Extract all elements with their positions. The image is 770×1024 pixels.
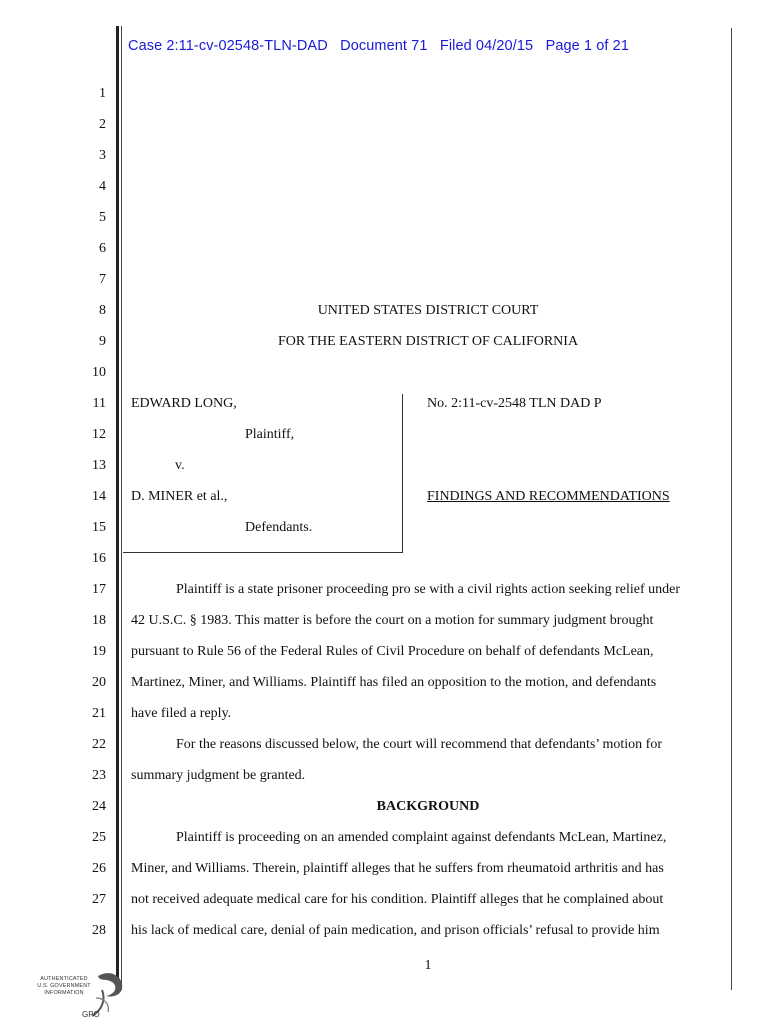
page-number: 1	[424, 958, 432, 973]
line-number: 24	[92, 799, 106, 814]
body-line: Plaintiff is proceeding on an amended complaint against defendants McLean, Martinez,	[176, 830, 667, 845]
line-number: 14	[92, 489, 106, 504]
line-number: 10	[92, 365, 106, 380]
line-number: 2	[99, 117, 106, 132]
body-line: summary judgment be granted.	[131, 768, 306, 783]
section-heading: BACKGROUND	[376, 799, 480, 814]
line-number: 11	[92, 396, 106, 411]
body-line: Plaintiff is a state prisoner proceeding pro se with a civil rights action seeking relief under	[176, 582, 680, 597]
court-district: FOR THE EASTERN DISTRICT OF CALIFORNIA	[277, 334, 579, 349]
body-line: have filed a reply.	[131, 706, 232, 721]
left-margin-rule	[116, 26, 119, 990]
gpo-label-line3: INFORMATION	[44, 990, 84, 996]
caption-divider-vertical	[402, 394, 403, 552]
line-number: 25	[92, 830, 106, 845]
left-margin-rule-inner	[121, 26, 122, 990]
caption-divider-horizontal	[123, 552, 403, 553]
court-name: UNITED STATES DISTRICT COURT	[317, 303, 539, 318]
gpo-label-line1: AUTHENTICATED	[40, 976, 88, 982]
body-line: Miner, and Williams. Therein, plaintiff alleges that he suffers from rheumatoid arthritis and has	[131, 861, 664, 876]
line-number: 27	[92, 892, 106, 907]
line-number: 17	[92, 582, 106, 597]
line-number: 6	[99, 241, 106, 256]
line-number: 21	[92, 706, 106, 721]
gpo-mark: GPO	[82, 1010, 100, 1019]
line-number: 18	[92, 613, 106, 628]
line-number: 5	[99, 210, 106, 225]
case-number: No. 2:11-cv-2548 TLN DAD P	[427, 396, 602, 411]
body-line: his lack of medical care, denial of pain medication, and prison officials’ refusal to provide him	[131, 923, 660, 938]
line-number: 16	[92, 551, 106, 566]
right-margin-rule	[731, 28, 732, 990]
line-number: 12	[92, 427, 106, 442]
body-line: 42 U.S.C. § 1983. This matter is before the court on a motion for summary judgment brought	[131, 613, 654, 628]
line-number: 28	[92, 923, 106, 938]
line-number: 4	[99, 179, 106, 194]
body-line: not received adequate medical care for his condition. Plaintiff alleges that he complained about	[131, 892, 664, 907]
defendant-name: D. MINER et al.,	[131, 489, 228, 504]
body-line: Martinez, Miner, and Williams. Plaintiff has filed an opposition to the motion, and defendants	[131, 675, 657, 690]
document-title: FINDINGS AND RECOMMENDATIONS	[427, 489, 670, 504]
plaintiff-name: EDWARD LONG,	[131, 396, 237, 411]
versus: v.	[175, 458, 185, 473]
defendant-role: Defendants.	[245, 520, 313, 535]
line-number: 19	[92, 644, 106, 659]
line-number: 22	[92, 737, 106, 752]
line-number: 26	[92, 861, 106, 876]
body-line: For the reasons discussed below, the court will recommend that defendants’ motion for	[176, 737, 662, 752]
line-number: 15	[92, 520, 106, 535]
line-number: 20	[92, 675, 106, 690]
line-number: 3	[99, 148, 106, 163]
body-line: pursuant to Rule 56 of the Federal Rules of Civil Procedure on behalf of defendants McLean,	[131, 644, 654, 659]
line-number: 23	[92, 768, 106, 783]
plaintiff-role: Plaintiff,	[245, 427, 295, 442]
line-number: 7	[99, 272, 106, 287]
ecf-header-stamp: Case 2:11-cv-02548-TLN-DAD Document 71 Filed 04/20/15 Page 1 of 21	[128, 38, 629, 54]
line-number: 8	[99, 303, 106, 318]
line-number: 9	[99, 334, 106, 349]
line-number: 1	[99, 86, 106, 101]
line-number: 13	[92, 458, 106, 473]
gpo-label-line2: U.S. GOVERNMENT	[37, 983, 91, 989]
